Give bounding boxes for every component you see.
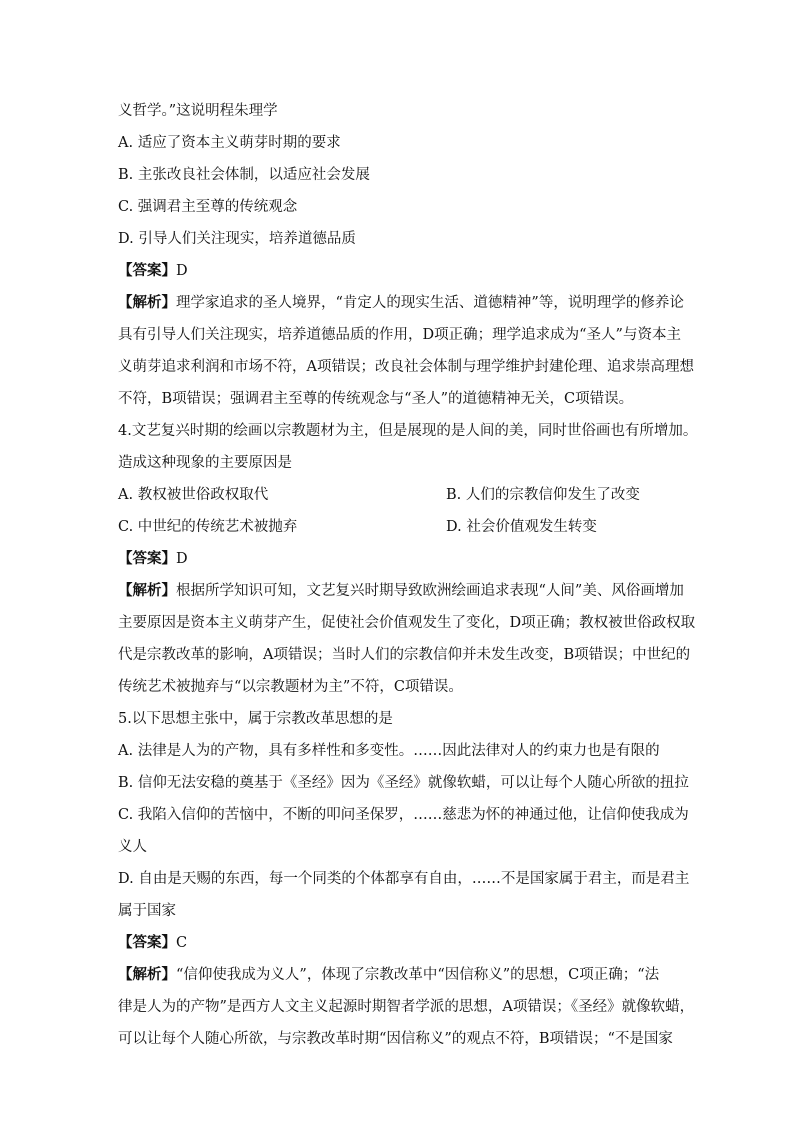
q3-option-a: A. 适应了资本主义萌芽时期的要求 <box>118 135 341 151</box>
analysis-text: 根据所学知识可知，文艺复兴时期导致欧洲绘画追求表现“人间”美、风俗画增加 <box>176 583 684 599</box>
q4-options-row <box>118 485 678 505</box>
analysis-text: “信仰使我成为义人”，体现了宗教改革中“因信称义”的思想，C项正确；“法 <box>176 967 660 983</box>
q5-option-line: D. 自由是天赐的东西，每一个同类的个体都享有自由，……不是国家属于君主，而是君主 <box>118 871 690 887</box>
analysis-label: 【解析】 <box>118 582 176 599</box>
q5-analysis-line: 律是人为的产物”是西方人文主义起源时期智者学派的思想，A项错误；《圣经》就像软蜡， <box>118 999 695 1015</box>
q5-option-line: 义人 <box>118 839 147 855</box>
q4-analysis-line: 传统艺术被抛弃与“以宗教题材为主”不符，C项错误。 <box>118 679 463 695</box>
q5-stem: 5.以下思想主张中，属于宗教改革思想的是 <box>118 711 393 727</box>
q3-answer <box>118 261 678 281</box>
q4-option-d: D. 社会价值观发生转变 <box>446 519 597 535</box>
analysis-label: 【解析】 <box>118 294 176 311</box>
q5-analysis-line: 可以让每个人随心所欲，与宗教改革时期“因信称义”的观点不符，B项错误；“不是国家 <box>118 1031 673 1047</box>
q4-stem-line: 造成这种现象的主要原因是 <box>118 455 292 471</box>
q5-option-line: A. 法律是人为的产物，具有多样性和多变性。……因此法律对人的约束力也是有限的 <box>118 743 660 759</box>
q3-analysis-line <box>118 293 684 313</box>
q3-analysis-line: 义萌芽追求利润和市场不符，A项错误；改良社会体制与理学维护封建伦理、追求崇高理想 <box>118 359 694 375</box>
q4-analysis-line: 主要原因是资本主义萌芽产生，促使社会价值观发生了变化，D项正确；教权被世俗政权取 <box>118 615 696 631</box>
answer-label: 【答案】 <box>118 934 176 951</box>
q4-analysis-line <box>118 581 684 601</box>
analysis-label: 【解析】 <box>118 966 176 983</box>
q3-option-d: D. 引导人们关注现实，培养道德品质 <box>118 231 356 247</box>
q4-options-row <box>118 517 678 537</box>
q4-stem-line: 4.文艺复兴时期的绘画以宗教题材为主，但是展现的是人间的美，同时世俗画也有所增加。 <box>118 423 698 439</box>
answer-value: D <box>176 551 188 567</box>
q4-option-c: C. 中世纪的传统艺术被抛弃 <box>118 519 298 535</box>
answer-label: 【答案】 <box>118 550 176 567</box>
q3-analysis-line: 具有引导人们关注现实，培养道德品质的作用，D项正确；理学追求成为“圣人”与资本主 <box>118 327 681 343</box>
q4-analysis-line: 代是宗教改革的影响，A项错误；当时人们的宗教信仰并未发生改变，B项错误；中世纪的 <box>118 647 691 663</box>
q5-analysis-line <box>118 965 678 985</box>
q3-analysis-line: 不符，B项错误；强调君主至尊的传统观念与“圣人”的道德精神无关，C项错误。 <box>118 391 634 407</box>
q3-option-c: C. 强调君主至尊的传统观念 <box>118 199 298 215</box>
q3-stem-tail: 义哲学。”这说明程朱理学 <box>118 103 278 119</box>
q5-answer <box>118 933 678 953</box>
q5-option-line: B. 信仰无法安稳的奠基于《圣经》因为《圣经》就像软蜡，可以让每个人随心所欲的扭拉 <box>118 775 689 791</box>
q5-option-line: C. 我陷入信仰的苦恼中，不断的叩问圣保罗，……慈悲为怀的神通过他，让信仰使我成为 <box>118 807 689 823</box>
q4-answer <box>118 549 678 569</box>
q4-option-a: A. 教权被世俗政权取代 <box>118 487 269 503</box>
q3-option-b: B. 主张改良社会体制，以适应社会发展 <box>118 167 370 183</box>
answer-value: C <box>176 935 188 951</box>
analysis-text: 理学家追求的圣人境界，“肯定人的现实生活、道德精神”等，说明理学的修养论 <box>176 295 684 311</box>
answer-value: D <box>176 263 188 279</box>
answer-label: 【答案】 <box>118 262 176 279</box>
q5-option-line: 属于国家 <box>118 903 176 919</box>
q4-option-b: B. 人们的宗教信仰发生了改变 <box>446 487 640 503</box>
